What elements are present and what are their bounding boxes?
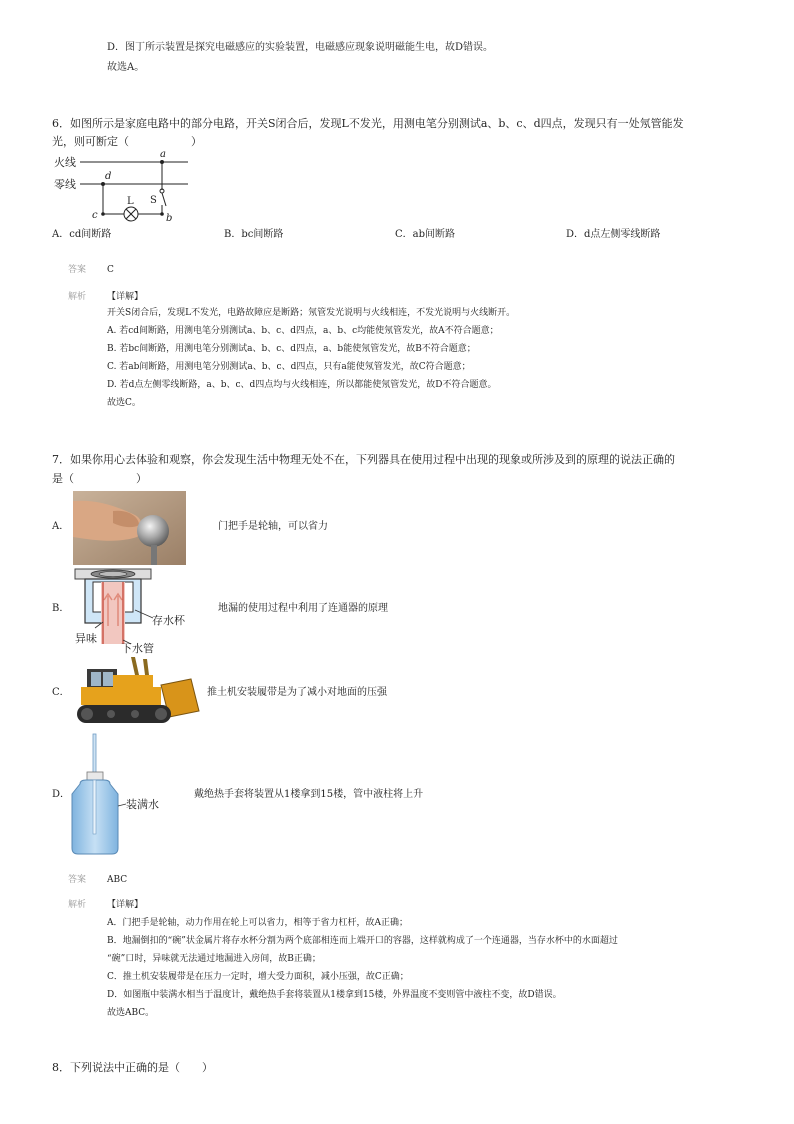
odor-label: 异味 (75, 632, 97, 645)
q6-option-b: B．bc间断路 (224, 229, 284, 240)
neutral-wire-label: 零线 (54, 178, 76, 191)
q7-stem-line1 (52, 452, 675, 468)
pipe-label: 下水管 (121, 642, 154, 654)
switch-label: S (150, 195, 157, 206)
live-wire-label: 火线 (54, 156, 76, 169)
q7-option-d-letter: D． (52, 789, 71, 800)
q7-option-b-text: 地漏的使用过程中利用了连通器的原理 (218, 603, 388, 614)
q8-stem-close: ） (202, 1061, 213, 1074)
q6-answer-label: 答案 (68, 265, 87, 275)
q7-analysis-label: 解析 (68, 900, 87, 910)
q7-stem-line2 (52, 471, 147, 487)
q7-detail-line: “碗”口时，异味就无法通过地漏进入房间，故B正确； (107, 954, 321, 964)
switch-blade (162, 193, 166, 206)
q7-detail-line: C．推土机安装履带是在压力一定时，增大受力面积，减小压强，故C正确； (107, 972, 409, 982)
q7-number: 7． (52, 453, 70, 466)
q7-option-c-letter: C． (52, 687, 70, 698)
q8-stem (52, 1060, 213, 1076)
q8-stem-text: 下列说法中正确的是（ (70, 1061, 180, 1074)
bulldozer-photo (73, 655, 203, 729)
q7-stem-text1: 如果你用心去体验和观察，你会发现生活中物理无处不在，下列器具在使用过程中出现的现象或所涉及到的原理的说法正确的 (70, 453, 675, 466)
q6-detail-line: A. 若cd间断路，用测电笔分别测试a、b、c、d四点，a、b、c均能使氖管发光，故A不符合题意； (107, 326, 499, 336)
q7-option-a-text: 门把手是轮轴，可以省力 (218, 521, 328, 532)
q6-option-c: C．ab间断路 (395, 229, 456, 240)
prev-option-d: D．图丁所示装置是探究电磁感应的实验装置，电磁感应现象说明磁能生电，故D错误。 (107, 42, 494, 53)
q6-detail-line: B. 若bc间断路，用测电笔分别测试a、b、c、d四点，a、b能使氖管发光，故B不符合题意； (107, 344, 476, 354)
q7-conclusion: 故选ABC。 (107, 1008, 155, 1018)
q6-analysis-label: 解析 (68, 292, 87, 302)
lamp-label: L (127, 196, 134, 207)
q7-answer: ABC (107, 875, 128, 885)
q7-detail-line: B．地漏倒扣的“碗”状金属片将存水杯分割为两个底部相连而上端开口的容器，这样就构成了一个连通器，当存水杯中的水面超过 (107, 936, 618, 946)
q6-answer: C (107, 265, 114, 275)
q6-stem-text2: 光，则可断定（ (52, 135, 129, 148)
q6-detail-line: 开关S闭合后，发现L不发光，电路故障应是断路；氖管发光说明与火线相连，不发光说明与火线断开。 (107, 308, 516, 318)
q6-detail-title: 【详解】 (107, 292, 144, 302)
q6-option-d: D．d点左侧零线断路 (566, 229, 661, 240)
q7-detail-line: D．如图瓶中装满水相当于温度计，戴绝热手套将装置从1楼拿到15楼，外界温度不变则管中液柱不变，故D错误。 (107, 990, 562, 1000)
full-water-label: 装满水 (126, 798, 159, 811)
q6-option-a: A．cd间断路 (52, 229, 112, 240)
q7-option-c-text: 推土机安装履带是为了减小对地面的压强 (207, 687, 387, 698)
q7-option-b-letter: B． (52, 603, 70, 614)
prev-conclusion: 故选A。 (107, 62, 145, 73)
point-c-label: c (92, 210, 98, 221)
q6-conclusion: 故选C。 (107, 398, 141, 408)
q6-detail-line: C. 若ab间断路，用测电笔分别测试a、b、c、d四点，只有a能使氖管发光，故C符合题意； (107, 362, 471, 372)
point-d-label: d (105, 171, 112, 182)
q7-stem-close: ） (136, 472, 147, 485)
q6-stem-line1 (52, 116, 684, 132)
point-b-label: b (166, 213, 173, 224)
water-bottle-diagram (70, 732, 190, 856)
cup-label: 存水杯 (152, 614, 185, 627)
floor-drain-diagram (73, 566, 193, 654)
q7-detail-line: A．门把手是轮轴，动力作用在轮上可以省力，相等于省力杠杆，故A正确； (107, 918, 409, 928)
point-a-label: a (160, 149, 166, 160)
q6-stem-close: ） (191, 135, 202, 148)
q7-answer-label: 答案 (68, 875, 87, 885)
q6-stem-text1: 如图所示是家庭电路中的部分电路，开关S闭合后，发现L不发光，用测电笔分别测试a、b、c、d四点，发现只有一处氖管能发 (70, 117, 684, 130)
q7-option-a-letter: A． (52, 521, 70, 532)
q6-detail-line: D. 若d点左侧零线断路，a、b、c、d四点均与火线相连，所以都能使氖管发光，故D不符合题意。 (107, 380, 497, 390)
q6-number: 6． (52, 117, 70, 130)
q7-option-d-text: 戴绝热手套将装置从1楼拿到15楼，管中液柱将上升 (194, 789, 424, 800)
q7-stem-text2: 是（ (52, 472, 74, 485)
q6-circuit-diagram (52, 148, 192, 228)
door-knob-photo (73, 491, 186, 565)
q8-number: 8． (52, 1061, 70, 1074)
q7-detail-title: 【详解】 (107, 900, 144, 910)
